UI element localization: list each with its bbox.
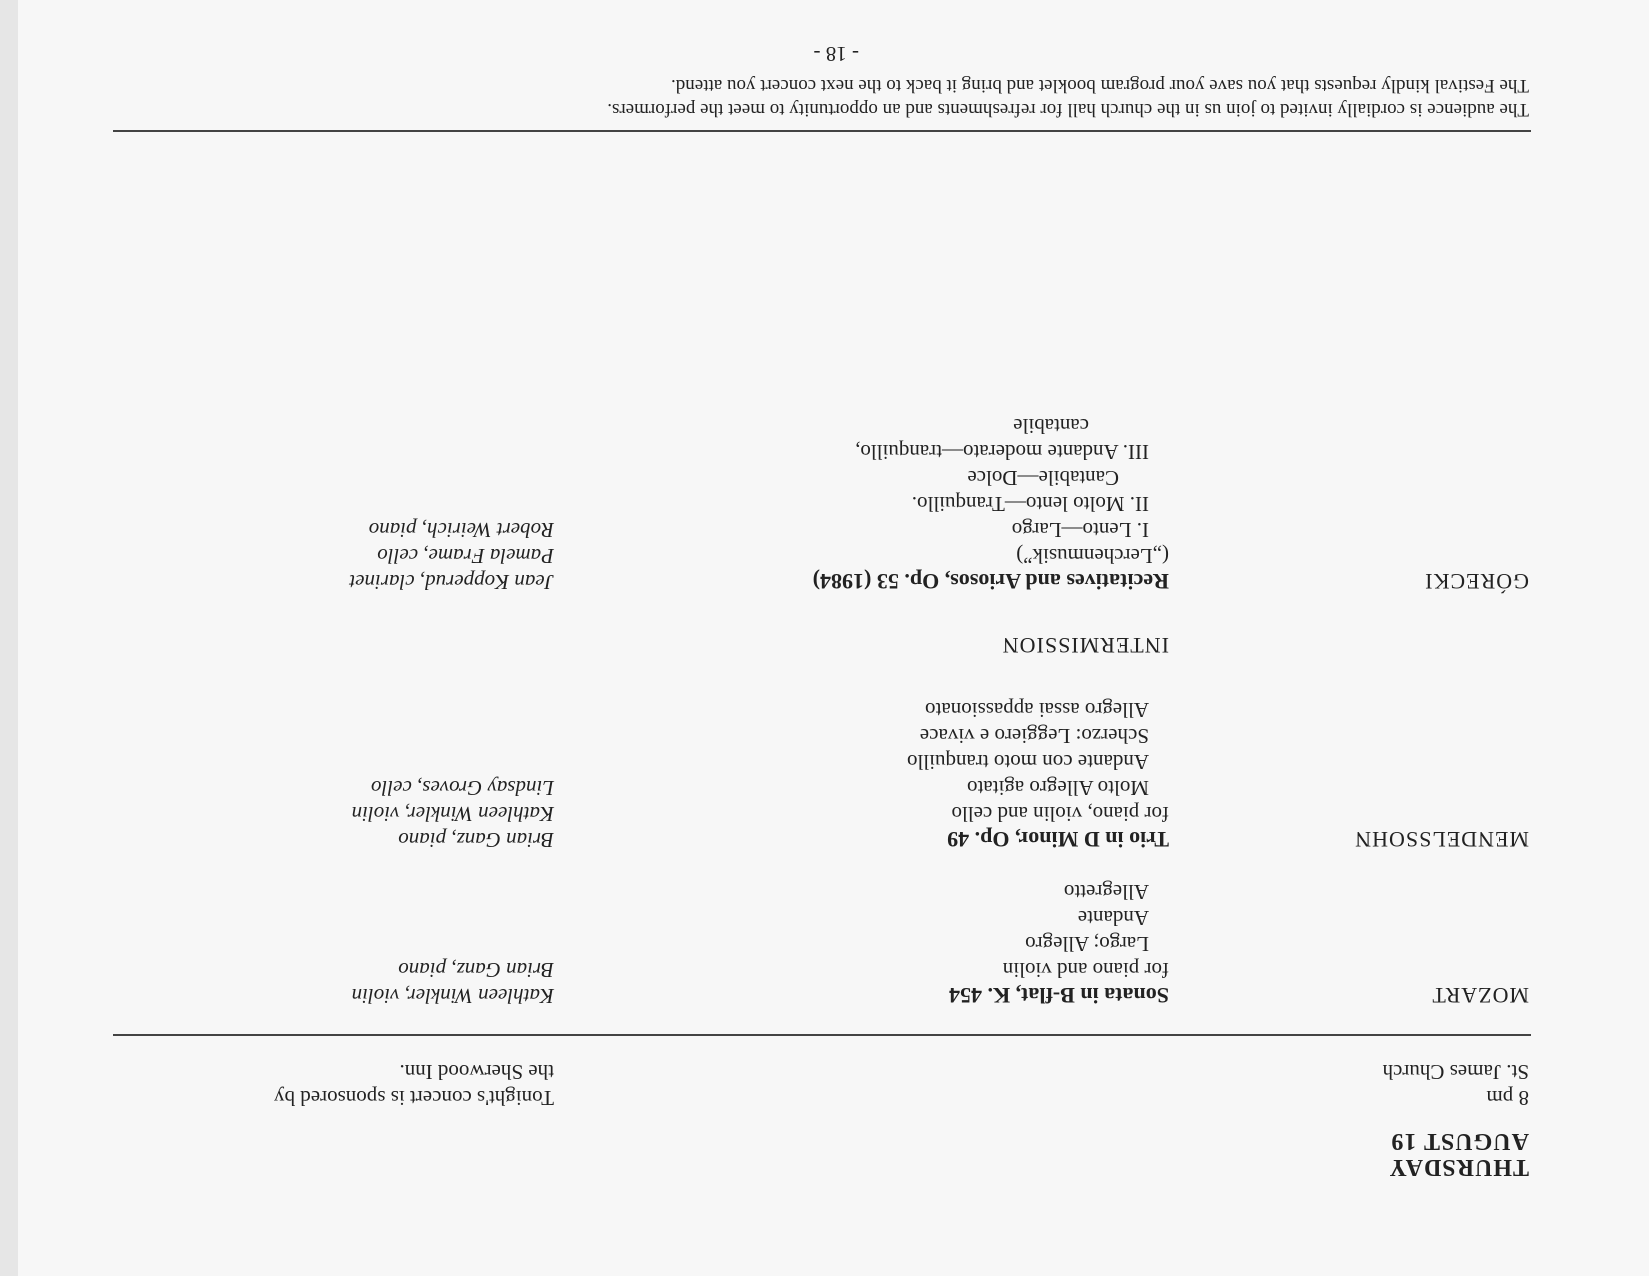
movement: Largo; Allegro [1025,932,1149,956]
performer: Kathleen Winkler, violin [351,984,554,1008]
movement: Cantabile—Dolce [967,466,1119,490]
footer-note-line-2: The Festival kindly requests that you save your program booklet and bring it back to the next concert you attend. [671,75,1529,96]
work-title: Trio in D Minor, Op. 49 [947,827,1169,852]
movement: Scherzo: Leggiero e vivace [919,724,1149,748]
performer: Brian Ganz, piano [398,828,554,852]
performer: Kathleen Winkler, violin [351,802,554,826]
movement: Molto Allegro agitato [967,776,1149,800]
performer: Robert Weirich, piano [368,518,554,542]
movement: III. Andante moderato—tranquillo, [855,440,1149,464]
footer-note-line-1: The audience is cordially invited to join us in the church hall for refreshments and an opportunity to meet the performers. [607,99,1529,120]
composer-name: MOZART [1431,983,1529,1008]
composer-name: MENDELSSOHN [1354,827,1529,852]
performer: Brian Ganz, piano [398,958,554,982]
movement: Allegro assai appassionato [925,698,1149,722]
sponsor-line-2: the Sherwood Inn. [399,1060,554,1084]
movement: Andante [1077,906,1149,930]
concert-venue: St. James Church [1382,1060,1529,1084]
work-title: Sonata in B-flat, K. 454 [948,983,1169,1008]
performer: Lindsay Groves, cello [371,776,554,800]
performer: Pamela Frame, cello [377,544,554,568]
work-subtitle: for piano and violin [1002,958,1169,982]
movement: I. Lento—Largo [1011,518,1149,542]
performer: Jean Kopperud, clarinet [349,570,554,594]
movement: Andante con moto tranquillo [906,750,1149,774]
movement: Allegretto [1063,880,1149,904]
movement: II. Molto lento—Tranquillo. [911,492,1149,516]
intermission-heading: INTERMISSION [1001,633,1169,658]
header-divider [113,1034,1531,1036]
work-subtitle: for piano, violin and cello [951,802,1169,826]
scan-edge [0,0,18,1276]
footer-divider [113,130,1531,132]
sponsor-line-1: Tonight's concert is sponsored by [274,1086,554,1110]
date-heading: AUGUST 19 [1390,1128,1529,1154]
composer-name: GÓRECKI [1424,569,1529,594]
movement: cantabile [1013,414,1089,438]
day-heading: THURSDAY [1388,1154,1529,1180]
work-subtitle: („Lerchenmusik”) [1016,544,1169,568]
concert-time: 8 pm [1486,1086,1529,1110]
page-number: - 18 - [813,42,859,66]
work-title: Recitatives and Ariosos, Op. 53 (1984) [812,569,1169,594]
